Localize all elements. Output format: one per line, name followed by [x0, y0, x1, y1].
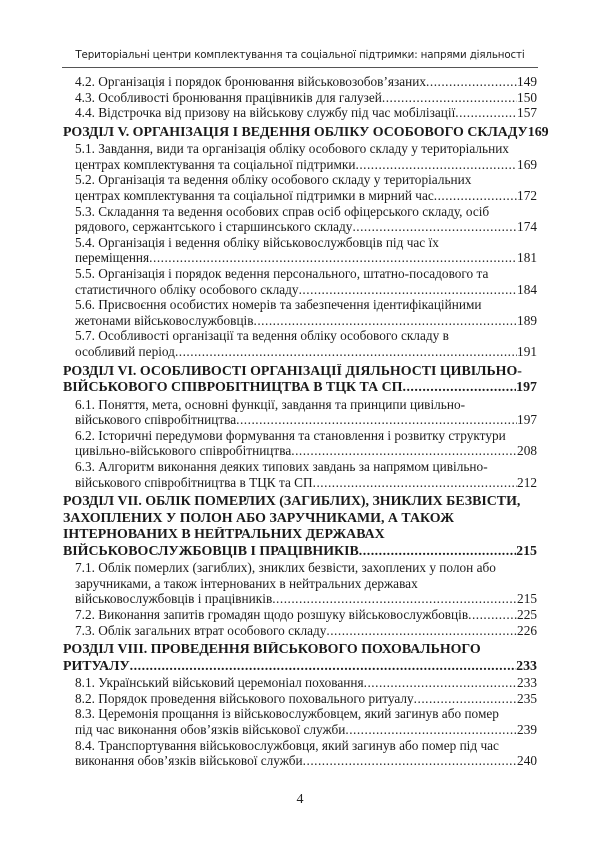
dot-leader: [299, 282, 517, 298]
toc-section-title-cont: ЗАХОПЛЕНИХ У ПОЛОН АБО ЗАРУЧНИКАМИ, А ТАКОЖ: [63, 510, 454, 526]
toc-page-number: 197: [516, 380, 537, 396]
toc-entry-title-cont: статистичного обліку особового складу: [75, 281, 299, 297]
toc-page-number: 233: [517, 675, 537, 691]
toc-entry-6-2[interactable]: [63, 428, 537, 459]
toc-entry-title: 5.6. Присвоєння особистих номерів та забезпечення ідентифікаційними: [75, 297, 482, 313]
toc-page-number: 226: [517, 622, 537, 638]
toc-entry-8-3[interactable]: [63, 706, 537, 737]
toc-entry-title: 6.3. Алгоритм виконання деяких типових завдань за напрямом цивільно-: [75, 458, 488, 474]
toc-section-title: РОЗДІЛ VI. ОСОБЛИВОСТІ ОРГАНІЗАЦІЇ ДІЯЛЬНОСТІ ЦИВІЛЬНО-: [63, 363, 522, 379]
table-of-contents: [63, 74, 549, 769]
toc-entry-title-cont: жетонами військовослужбовців: [75, 312, 254, 328]
toc-section-5[interactable]: [63, 124, 549, 142]
toc-entry-title-cont: переміщення: [75, 250, 150, 266]
toc-entry-title-cont: заручниками, а також інтернованих в нейтральних державах: [75, 575, 418, 591]
dot-leader: [359, 544, 516, 561]
dot-leader: [455, 105, 517, 121]
dot-leader: [345, 722, 517, 738]
toc-entry-4-4[interactable]: [63, 105, 537, 121]
toc-page-number: 184: [517, 281, 537, 297]
toc-entry-title: 8.3. Церемонія прощання із військовослужбовцем, який загинув або помер: [75, 706, 499, 722]
toc-entry-title: 5.3. Складання та ведення особових справ осіб офіцерського складу, осіб: [75, 203, 490, 219]
toc-entry-title: 4.3. Особливості бронювання працівників для галузей: [75, 89, 382, 105]
toc-page-number: 215: [517, 591, 537, 607]
toc-page-number: 239: [517, 721, 537, 737]
toc-page-number: 172: [517, 188, 537, 204]
toc-entry-title: 6.2. Історичні передумови формування та становлення і розвитку структури: [75, 427, 506, 443]
toc-entry-5-6[interactable]: [63, 297, 537, 328]
toc-entry-title-cont: центрах комплектування та соціальної підтримки в мирний час: [75, 188, 434, 204]
toc-page-number: 240: [517, 753, 537, 769]
toc-entry-5-3[interactable]: [63, 204, 537, 235]
toc-section-title: РОЗДІЛ V. ОРГАНІЗАЦІЯ І ВЕДЕННЯ ОБЛІКУ ОСОБОВОГО СКЛАДУ: [63, 124, 528, 140]
toc-entry-title: 6.1. Поняття, мета, основні функції, завдання та принципи цивільно-: [75, 396, 466, 412]
toc-page-number: 169: [527, 124, 549, 140]
toc-page-number: 215: [516, 543, 537, 559]
toc-entry-title-cont: цивільно-військового співробітництва: [75, 443, 292, 459]
toc-entry-title-cont: військового співробітництва: [75, 412, 237, 428]
toc-entry-title: 5.7. Особливості організації та ведення обліку особового складу в: [75, 328, 449, 344]
toc-entry-title-cont: військовослужбовців і працівників: [75, 591, 273, 607]
toc-entry-5-1[interactable]: [63, 141, 537, 172]
toc-entry-title-cont: під час виконання обов’язків військової служби: [75, 721, 346, 737]
toc-entry-8-1[interactable]: [63, 675, 537, 691]
toc-entry-title: 5.1. Завдання, види та організація обліку особового складу у територіальних: [75, 141, 509, 157]
toc-entry-title: 5.2. Організація та ведення обліку особового складу у територіальних: [75, 172, 472, 188]
toc-section-6[interactable]: [63, 364, 537, 397]
dot-leader: [468, 607, 517, 623]
toc-entry-title: 7.3. Облік загальних втрат особового складу: [75, 622, 327, 638]
toc-entry-5-7[interactable]: [63, 328, 537, 359]
toc-section-title-cont: ІНТЕРНОВАНИХ В НЕЙТРАЛЬНИХ ДЕРЖАВАХ: [63, 527, 385, 543]
toc-entry-title: 7.1. Облік померлих (загиблих), зниклих безвісти, захоплених у полон або: [75, 560, 496, 576]
toc-entry-title: 4.4. Відстрочка від призову на військову службу під час мобілізації: [75, 105, 456, 121]
dot-leader: [382, 90, 517, 106]
toc-page-number: 149: [517, 74, 537, 89]
toc-section-title-cont: ВІЙСЬКОВОСЛУЖБОВЦІВ І ПРАЦІВНИКІВ: [63, 543, 359, 559]
toc-entry-title: 8.1. Український військовий церемоніал поховання: [75, 675, 364, 691]
toc-entry-title-cont: військового співробітництва в ТЦК та СП: [75, 474, 313, 490]
toc-page-number: 157: [517, 105, 537, 121]
dot-leader: [175, 344, 517, 360]
dot-leader: [352, 219, 517, 235]
toc-section-title: РОЗДІЛ VII. ОБЛІК ПОМЕРЛИХ (ЗАГИБЛИХ), ЗНИКЛИХ БЕЗВІСТИ,: [63, 494, 521, 510]
toc-entry-title: 4.2. Організація і порядок бронювання військовозобов’язаних: [75, 74, 427, 89]
toc-entry-5-4[interactable]: [63, 235, 537, 266]
header-rule: [62, 67, 538, 68]
toc-entry-7-3[interactable]: [63, 623, 537, 639]
toc-entry-6-1[interactable]: [63, 397, 537, 428]
toc-entry-4-2[interactable]: [63, 74, 537, 90]
toc-section-title: РОЗДІЛ VIII. ПРОВЕДЕННЯ ВІЙСЬКОВОГО ПОХОВАЛЬНОГО: [63, 642, 481, 658]
dot-leader: [130, 659, 516, 676]
toc-page-number: 212: [517, 474, 537, 490]
toc-section-title-cont: ВІЙСЬКОВОГО СПІВРОБІТНИЦТВА В ТЦК ТА СП: [63, 380, 403, 396]
toc-page-number: 169: [517, 156, 537, 172]
toc-page-number: 181: [517, 250, 537, 266]
toc-entry-8-4[interactable]: [63, 738, 537, 769]
dot-leader: [254, 313, 518, 329]
dot-leader: [236, 412, 517, 428]
running-header: Територіальні центри комплектування та соціальної підтримки: напрями діяльності: [75, 49, 525, 61]
dot-leader: [291, 443, 517, 459]
toc-entry-5-5[interactable]: [63, 266, 537, 297]
toc-entry-title: 5.4. Організація і ведення обліку військовослужбовців під час їх: [75, 234, 439, 250]
toc-page-number: 191: [517, 344, 537, 359]
toc-entry-title: 7.2. Виконання запитів громадян щодо розшуку військовослужбовців: [75, 606, 469, 622]
toc-entry-4-3[interactable]: [63, 90, 537, 106]
toc-entry-5-2[interactable]: [63, 172, 537, 203]
toc-entry-title: 5.5. Організація і порядок ведення персонального, штатно-посадового та: [75, 266, 489, 282]
toc-page-number: 233: [516, 658, 537, 674]
dot-leader: [272, 591, 517, 607]
toc-entry-8-2[interactable]: [63, 691, 537, 707]
toc-page-number: 197: [517, 412, 537, 428]
toc-entry-title: 8.4. Транспортування військовослужбовця, який загинув або помер під час: [75, 737, 499, 753]
toc-section-title-cont: РИТУАЛУ: [63, 658, 130, 674]
dot-leader: [434, 188, 517, 204]
toc-page-number: 225: [517, 606, 537, 622]
toc-section-7[interactable]: [63, 494, 537, 560]
toc-page-number: 208: [517, 443, 537, 459]
dot-leader: [303, 753, 517, 769]
toc-page-number: 150: [517, 89, 537, 105]
toc-page-number: 189: [517, 312, 537, 328]
toc-section-8[interactable]: [63, 642, 537, 675]
toc-entry-6-3[interactable]: [63, 459, 537, 490]
toc-entry-title-cont: рядового, сержантського і старшинського складу: [75, 219, 353, 235]
toc-entry-title-cont: центрах комплектування та соціальної підтримки: [75, 156, 356, 172]
dot-leader: [426, 74, 517, 90]
dot-leader: [402, 380, 516, 397]
dot-leader: [313, 475, 517, 491]
toc-page-number: 235: [517, 690, 537, 706]
toc-page-number: 174: [517, 219, 537, 235]
toc-entry-title-cont: виконання обов’язків військової служби: [75, 753, 303, 769]
toc-entry-title-cont: особливий період: [75, 344, 175, 359]
dot-leader: [414, 691, 517, 707]
toc-entry-7-1[interactable]: [63, 560, 537, 607]
dot-leader: [364, 675, 517, 691]
dot-leader: [149, 250, 517, 266]
dot-leader: [356, 157, 518, 173]
dot-leader: [326, 623, 517, 639]
toc-entry-title: 8.2. Порядок проведення військового поховального ритуалу: [75, 690, 414, 706]
toc-entry-7-2[interactable]: [63, 607, 537, 623]
page-number: 4: [296, 792, 304, 807]
